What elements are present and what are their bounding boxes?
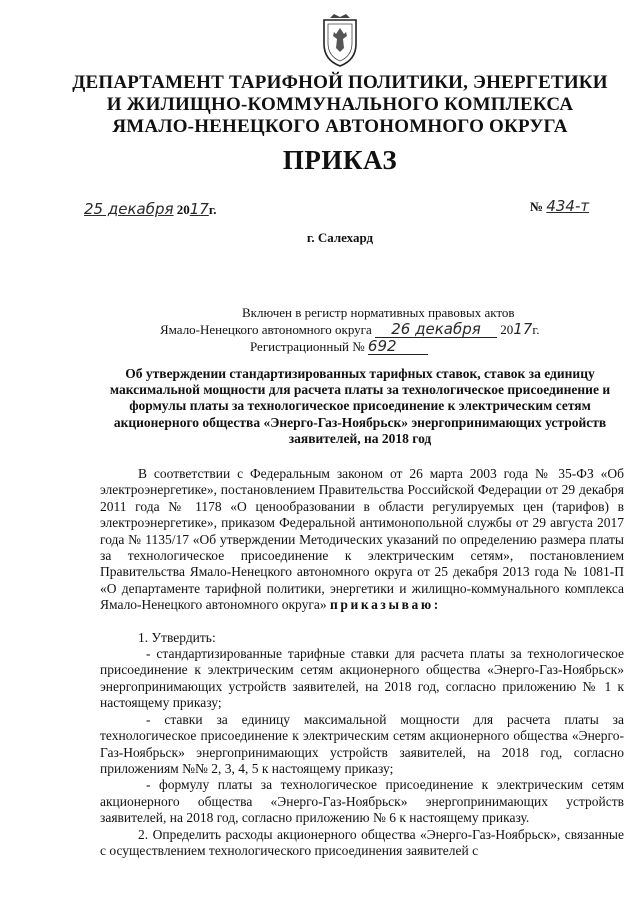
preamble-text: В соответствии с Федеральным законом от 26 марта 2003 года № 35-ФЗ «Об электроэнергетике», постановлением Правительства Российской Федерации от 29 декабря 2011 года № 1178 «О ценообразовании в области регулируемых цен (тарифов) в электроэнергетике», приказом Федеральной антимонопольной службы от 29 августа 2017 года № 1135/17 «Об утверждении Методических указаний по определению размера платы за технологическое присоединение к электрическим сетям», постановлением Правительства Ямало-Ненецкого автономного округа от 25 декабря 2013 года № 1081-П «О департаменте тарифной политики, энергетики и жилищно-коммунального комплекса Ямало-Ненецкого автономного округа» [100,466,624,613]
department-line-2: И ЖИЛИЩНО-КОММУНАЛЬНОГО КОМПЛЕКСА [106,94,574,115]
year-suffix: г. [208,202,217,217]
number-label: № [530,199,544,214]
department-line-3: ЯМАЛО-НЕНЕЦКОГО АВТОНОМНОГО ОКРУГА [112,116,568,137]
department-header [60,72,620,138]
item-2: 2. Определить расходы акционерного общества «Энерго-Газ-Ноябрьск», связанные с осуществлением технологического присоединения заявителей с [100,826,624,858]
preamble-paragraph [100,466,624,614]
handwritten-year: 17 [189,200,209,218]
handwritten-number: 434-т [546,197,590,215]
item-1-b: - ставки за единицу максимальной мощности для расчета платы за технологическое присоединение к электрическим сетям акционерного общества «Энерго-Газ-Ноябрьск» энергопринимающих устройств заявителей, на 2018 год, согласно приложениям №№ 2, 3, 4, 5 к настоящему приказу; [100,711,624,776]
registry-year-prefix: 20 [500,322,514,337]
registry-handwritten-date: 26 декабря [375,321,497,338]
coat-of-arms-emblem [318,14,362,68]
year-prefix: 20 [176,202,190,217]
registry-line-2 [160,321,600,338]
order-body [100,466,624,859]
registry-stamp [160,305,600,355]
city: г. Салехард [306,230,374,245]
registry-year-suffix: г. [532,322,540,337]
registry-number-label: Регистрационный № [250,339,365,354]
item-1-c: - формулу платы за технологическое присоединение к электрическим сетям акционерного общества «Энерго-Газ-Ноябрьск» энергопринимающих устройств заявителей, на 2018 год, согласно приложению № 6 к настоящему приказу. [100,777,624,826]
registry-handwritten-number: 692 [368,338,428,355]
registry-handwritten-year: 17 [513,320,533,338]
registry-line-3 [160,338,600,355]
department-line-1: ДЕПАРТАМЕНТ ТАРИФНОЙ ПОЛИТИКИ, ЭНЕРГЕТИКИ [72,72,608,93]
order-date [84,200,217,218]
item-1-a: - стандартизированные тарифные ставки для расчета платы за технологическое присоединение к электрическим сетям акционерного общества «Энерго-Газ-Ноябрьск» энергопринимающих устройств заявителей, на 2018 год, согласно приложению № 1 к настоящему приказу; [100,646,624,711]
order-title: ПРИКАЗ [282,145,398,175]
handwritten-date: 25 декабря [84,200,174,218]
order-subject: Об утверждении стандартизированных тарифных ставок, ставок за единицу максимальной мощности для расчета платы за технологическое присоединение и формулы платы за технологическое присоединение к электрическим сетям акционерного общества «Энерго-Газ-Ноябрьск» энергопринимающих устройств заявителей, на 2018 год [109,366,611,446]
item-1-heading: 1. Утвердить: [138,629,216,645]
order-number [530,197,589,215]
registry-line-1: Включен в регистр нормативных правовых актов [242,305,515,320]
order-word: приказываю: [330,597,441,613]
registry-region-label: Ямало-Ненецкого автономного округа [160,322,372,337]
